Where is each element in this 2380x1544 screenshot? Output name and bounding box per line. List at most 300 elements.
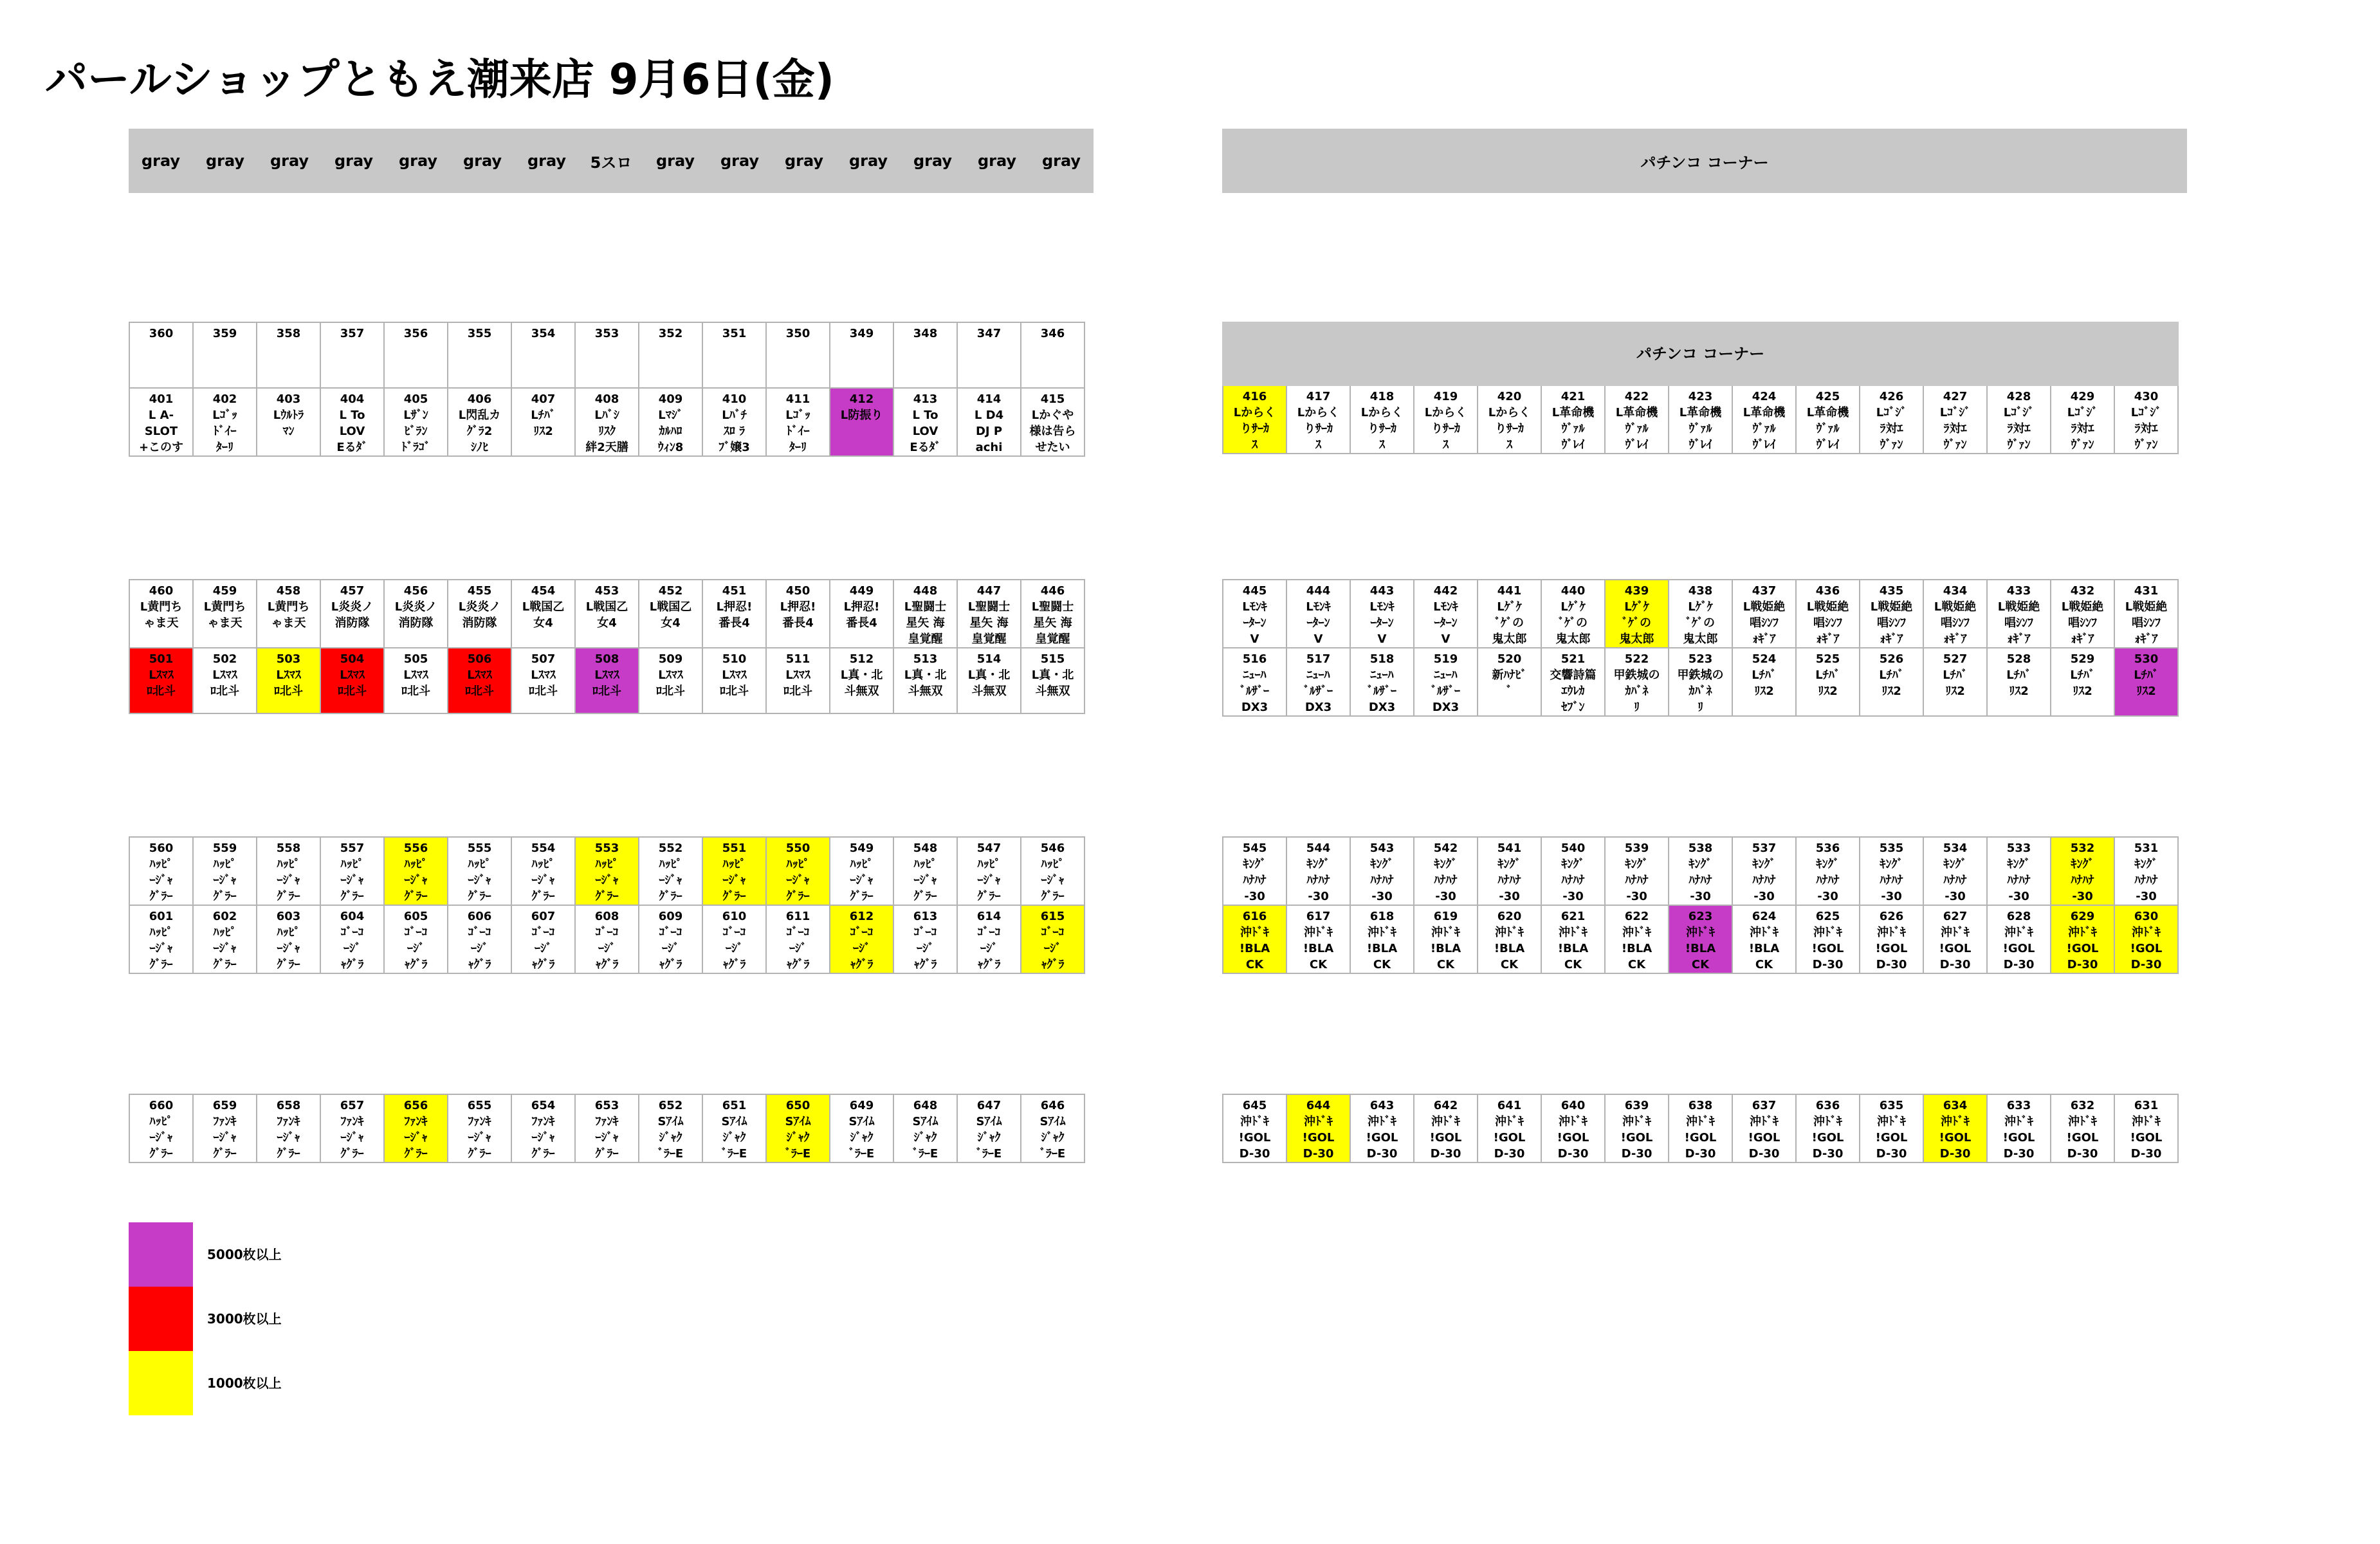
machine-cell[interactable] xyxy=(1923,837,1987,905)
machine-cell[interactable] xyxy=(1732,580,1796,648)
machine-number: 346 xyxy=(1040,327,1065,340)
machine-cell[interactable] xyxy=(957,322,1021,388)
machine-cell[interactable] xyxy=(957,388,1021,456)
machine-name: Lｻﾞﾝ ﾋﾞﾗﾝ ﾄﾞﾗｺﾞ xyxy=(401,409,430,454)
machine-cell[interactable] xyxy=(384,388,448,456)
machine-cell[interactable] xyxy=(893,322,957,388)
machine-cell[interactable] xyxy=(448,322,511,388)
machine-cell[interactable] xyxy=(893,905,957,973)
machine-number: 637 xyxy=(1752,1099,1777,1112)
machine-number: 402 xyxy=(212,392,237,406)
machine-cell[interactable] xyxy=(257,580,320,648)
machine-cell[interactable] xyxy=(1605,1094,1669,1163)
machine-cell[interactable] xyxy=(1541,837,1605,905)
machine-cell[interactable] xyxy=(1021,322,1085,388)
machine-name: L押忍! 番長4 xyxy=(843,600,880,630)
machine-name: ﾆｭｰﾊ ﾞﾙｻﾞｰ DX3 xyxy=(1368,668,1396,714)
machine-name: ﾆｭｰﾊ ﾞﾙｻﾞｰ DX3 xyxy=(1240,668,1269,714)
machine-cell[interactable] xyxy=(1732,905,1796,973)
machine-name: 沖ﾄﾞｷ !GOL D-30 xyxy=(2002,926,2035,971)
machine-cell[interactable] xyxy=(2114,905,2178,973)
machine-cell[interactable] xyxy=(1541,648,1605,716)
machine-name: Lからく りｻｰｶ ｽ xyxy=(1424,406,1467,452)
machine-cell[interactable] xyxy=(1796,580,1860,648)
machine-cell[interactable] xyxy=(1987,905,2051,973)
machine-cell[interactable] xyxy=(1414,385,1478,454)
machine-cell[interactable] xyxy=(448,648,511,713)
machine-number: 516 xyxy=(1242,652,1267,666)
machine-cell[interactable] xyxy=(1478,905,1541,973)
machine-name: ﾌｧﾝｷ ｰｼﾞｬ ｸﾞﾗｰ xyxy=(213,1115,237,1161)
machine-cell[interactable] xyxy=(1021,648,1085,713)
machine-cell[interactable] xyxy=(1223,837,1286,905)
machine-name: Sｱｲﾑ ｼﾞｬｸ ﾞﾗｰE xyxy=(721,1115,747,1161)
machine-cell[interactable] xyxy=(1605,580,1669,648)
machine-cell[interactable] xyxy=(1796,385,1860,454)
machine-cell[interactable] xyxy=(1987,580,2051,648)
zone-header-cell: gray xyxy=(848,152,888,170)
machine-cell[interactable] xyxy=(1414,905,1478,973)
machine-cell[interactable] xyxy=(766,905,830,973)
machine-name: L戦姫絶 唱ｼﾝﾌ ｫｷﾞｱ xyxy=(1806,600,1849,646)
machine-cell[interactable] xyxy=(1732,648,1796,716)
machine-cell[interactable] xyxy=(1541,905,1605,973)
machine-cell[interactable] xyxy=(1796,905,1860,973)
machine-cell[interactable] xyxy=(1669,580,1732,648)
machine-name: ﾊｯﾋﾟ ｰｼﾞｬ ｸﾞﾗｰ xyxy=(595,858,619,903)
machine-cell[interactable] xyxy=(2114,648,2178,716)
machine-cell[interactable] xyxy=(1860,385,1923,454)
machine-cell[interactable] xyxy=(1860,905,1923,973)
machine-cell[interactable] xyxy=(1286,905,1350,973)
machine-cell[interactable] xyxy=(957,648,1021,713)
machine-name: Lﾓﾝｷ ｰﾀｰﾝ V xyxy=(1369,600,1395,646)
machine-name: Lｹﾞｹ ﾞｹﾞの 鬼太郎 xyxy=(1555,600,1591,646)
machine-number: 517 xyxy=(1306,652,1331,666)
machine-cell[interactable] xyxy=(320,837,384,905)
machine-cell[interactable] xyxy=(1669,837,1732,905)
machine-name: Lｹﾞｹ ﾞｹﾞの 鬼太郎 xyxy=(1683,600,1718,646)
machine-cell[interactable] xyxy=(1669,648,1732,716)
machine-cell[interactable] xyxy=(129,837,193,905)
machine-cell[interactable] xyxy=(702,648,766,713)
machine-cell[interactable] xyxy=(1414,1094,1478,1163)
zone-header-cell: gray xyxy=(720,152,760,170)
machine-name: L戦姫絶 唱ｼﾝﾌ ｫｷﾞｱ xyxy=(1870,600,1913,646)
machine-name: 新ﾊﾅﾋﾞ ﾞ xyxy=(1492,668,1527,698)
machine-cell[interactable] xyxy=(702,837,766,905)
machine-cell[interactable] xyxy=(384,837,448,905)
machine-cell[interactable] xyxy=(702,322,766,388)
machine-cell[interactable] xyxy=(1732,837,1796,905)
machine-cell[interactable] xyxy=(129,580,193,648)
machine-number: 539 xyxy=(1624,841,1649,855)
machine-cell[interactable] xyxy=(257,648,320,713)
machine-number: 460 xyxy=(149,584,174,598)
machine-name: ﾆｭｰﾊ ﾞﾙｻﾞｰ DX3 xyxy=(1431,668,1460,714)
machine-cell[interactable] xyxy=(639,388,702,456)
machine-cell[interactable] xyxy=(1796,1094,1860,1163)
machine-number: 554 xyxy=(531,841,556,855)
machine-cell[interactable] xyxy=(1541,385,1605,454)
machine-number: 610 xyxy=(722,910,747,923)
machine-cell[interactable] xyxy=(1605,385,1669,454)
machine-cell[interactable] xyxy=(2051,580,2114,648)
machine-cell[interactable] xyxy=(384,1094,448,1163)
machine-number: 604 xyxy=(340,910,365,923)
machine-cell[interactable] xyxy=(257,1094,320,1163)
machine-number: 622 xyxy=(1624,910,1649,923)
machine-cell[interactable] xyxy=(575,580,639,648)
machine-name: ｺﾞｰｺ ｰｼﾞ ｬｸﾞﾗ xyxy=(404,926,428,971)
machine-row xyxy=(129,648,1085,713)
machine-name: Lﾁﾊﾞ ﾘｽ2 xyxy=(1879,668,1904,698)
machine-number: 627 xyxy=(1943,910,1968,923)
machine-cell[interactable] xyxy=(384,648,448,713)
machine-cell[interactable] xyxy=(1732,1094,1796,1163)
machine-cell[interactable] xyxy=(511,837,575,905)
machine-name: Lﾊﾞｼ ﾘｽｸ 絆2天膳 xyxy=(585,409,628,454)
machine-cell[interactable] xyxy=(384,322,448,388)
machine-cell[interactable] xyxy=(129,322,193,388)
machine-number: 615 xyxy=(1040,910,1065,923)
machine-name: 沖ﾄﾞｷ !GOL D-30 xyxy=(1875,1115,1908,1161)
machine-cell[interactable] xyxy=(320,648,384,713)
machine-cell[interactable] xyxy=(2114,385,2178,454)
legend-label: 3000枚以上 xyxy=(207,1311,282,1327)
machine-cell[interactable] xyxy=(766,322,830,388)
legend-swatch xyxy=(129,1222,193,1287)
machine-cell[interactable] xyxy=(193,1094,257,1163)
machine-cell[interactable] xyxy=(1860,648,1923,716)
machine-cell[interactable] xyxy=(830,837,893,905)
machine-cell[interactable] xyxy=(1605,837,1669,905)
machine-number: 430 xyxy=(2134,390,2159,403)
machine-cell[interactable] xyxy=(1860,837,1923,905)
machine-cell[interactable] xyxy=(448,837,511,905)
machine-number: 454 xyxy=(531,584,556,598)
machine-cell[interactable] xyxy=(384,905,448,973)
machine-cell[interactable] xyxy=(957,580,1021,648)
machine-number: 453 xyxy=(594,584,619,598)
machine-name: Lｺﾞｼﾞ ﾗ対ｴ ｳﾞｧﾝ xyxy=(2003,406,2035,452)
machine-cell[interactable] xyxy=(2114,1094,2178,1163)
machine-cell[interactable] xyxy=(1021,905,1085,973)
machine-cell[interactable] xyxy=(2051,1094,2114,1163)
machine-cell[interactable] xyxy=(320,580,384,648)
machine-number: 544 xyxy=(1306,841,1331,855)
machine-cell[interactable] xyxy=(1923,905,1987,973)
machine-cell[interactable] xyxy=(1223,580,1286,648)
machine-cell[interactable] xyxy=(257,388,320,456)
machine-cell[interactable] xyxy=(1350,580,1414,648)
machine-cell[interactable] xyxy=(1350,385,1414,454)
machine-cell[interactable] xyxy=(1021,837,1085,905)
machine-cell[interactable] xyxy=(320,322,384,388)
machine-name: L真・北 斗無双 xyxy=(840,668,883,698)
machine-number: 532 xyxy=(2070,841,2095,855)
machine-cell[interactable] xyxy=(1414,837,1478,905)
machine-name: L戦国乙 女4 xyxy=(522,600,565,630)
machine-cell[interactable] xyxy=(1478,385,1541,454)
machine-cell[interactable] xyxy=(957,837,1021,905)
machine-cell[interactable] xyxy=(639,905,702,973)
machine-name: L戦国乙 女4 xyxy=(649,600,692,630)
machine-cell[interactable] xyxy=(1223,648,1286,716)
machine-cell[interactable] xyxy=(575,905,639,973)
machine-cell[interactable] xyxy=(1286,837,1350,905)
machine-number: 405 xyxy=(403,392,428,406)
machine-name: 沖ﾄﾞｷ !GOL D-30 xyxy=(1302,1115,1335,1161)
machine-number: 347 xyxy=(976,327,1002,340)
machine-cell[interactable] xyxy=(511,1094,575,1163)
machine-number: 536 xyxy=(1815,841,1840,855)
machine-cell[interactable] xyxy=(1987,1094,2051,1163)
machine-cell[interactable] xyxy=(129,905,193,973)
machine-cell[interactable] xyxy=(2051,385,2114,454)
zone-header-cell: 5スロ xyxy=(590,153,632,172)
machine-row xyxy=(129,1094,1085,1163)
machine-cell[interactable] xyxy=(2114,837,2178,905)
machine-name: L A- SLOT +このす xyxy=(138,409,184,454)
machine-cell[interactable] xyxy=(511,580,575,648)
machine-cell[interactable] xyxy=(639,837,702,905)
machine-cell[interactable] xyxy=(193,322,257,388)
machine-number: 433 xyxy=(2006,584,2031,598)
machine-cell[interactable] xyxy=(1414,580,1478,648)
machine-cell[interactable] xyxy=(766,837,830,905)
machine-cell[interactable] xyxy=(1414,648,1478,716)
machine-cell[interactable] xyxy=(1923,580,1987,648)
machine-cell[interactable] xyxy=(1669,385,1732,454)
machine-cell[interactable] xyxy=(1350,837,1414,905)
machine-cell[interactable] xyxy=(830,648,893,713)
machine-cell[interactable] xyxy=(639,1094,702,1163)
machine-number: 617 xyxy=(1306,910,1331,923)
machine-cell[interactable] xyxy=(702,1094,766,1163)
machine-cell[interactable] xyxy=(893,648,957,713)
machine-cell[interactable] xyxy=(830,905,893,973)
machine-cell[interactable] xyxy=(448,388,511,456)
machine-cell[interactable] xyxy=(957,1094,1021,1163)
machine-number: 624 xyxy=(1752,910,1777,923)
machine-cell[interactable] xyxy=(1223,905,1286,973)
machine-number: 352 xyxy=(658,327,683,340)
machine-number: 452 xyxy=(658,584,683,598)
machine-name: L戦姫絶 唱ｼﾝﾌ ｫｷﾞｱ xyxy=(1743,600,1786,646)
machine-number: 529 xyxy=(2070,652,2095,666)
machine-cell[interactable] xyxy=(448,1094,511,1163)
machine-cell[interactable] xyxy=(448,905,511,973)
machine-cell[interactable] xyxy=(639,648,702,713)
machine-cell[interactable] xyxy=(1796,837,1860,905)
machine-cell[interactable] xyxy=(129,648,193,713)
machine-cell[interactable] xyxy=(1732,385,1796,454)
machine-cell[interactable] xyxy=(1223,385,1286,454)
machine-cell[interactable] xyxy=(1860,1094,1923,1163)
machine-cell[interactable] xyxy=(702,388,766,456)
machine-cell[interactable] xyxy=(193,648,257,713)
machine-cell[interactable] xyxy=(1478,580,1541,648)
machine-cell[interactable] xyxy=(511,322,575,388)
machine-number: 657 xyxy=(340,1099,365,1112)
machine-cell[interactable] xyxy=(957,905,1021,973)
machine-number: 613 xyxy=(913,910,938,923)
machine-cell[interactable] xyxy=(830,322,893,388)
machine-cell[interactable] xyxy=(830,580,893,648)
machine-number: 626 xyxy=(1879,910,1904,923)
machine-number: 416 xyxy=(1242,390,1267,403)
machine-cell[interactable] xyxy=(1021,1094,1085,1163)
machine-cell[interactable] xyxy=(1860,580,1923,648)
machine-cell[interactable] xyxy=(1350,648,1414,716)
machine-cell[interactable] xyxy=(575,648,639,713)
machine-name: ﾌｧﾝｷ ｰｼﾞｬ ｸﾞﾗｰ xyxy=(468,1115,491,1161)
machine-cell[interactable] xyxy=(766,648,830,713)
left-zone-header xyxy=(129,129,1094,193)
machine-number: 533 xyxy=(2006,841,2031,855)
machine-cell[interactable] xyxy=(448,580,511,648)
machine-cell[interactable] xyxy=(1923,385,1987,454)
machine-cell[interactable] xyxy=(1286,580,1350,648)
machine-cell[interactable] xyxy=(1669,905,1732,973)
machine-cell[interactable] xyxy=(1478,1094,1541,1163)
machine-cell[interactable] xyxy=(893,388,957,456)
machine-cell[interactable] xyxy=(830,1094,893,1163)
machine-number: 425 xyxy=(1815,390,1840,403)
machine-cell[interactable] xyxy=(1286,648,1350,716)
machine-cell[interactable] xyxy=(1987,385,2051,454)
machine-number: 605 xyxy=(403,910,428,923)
machine-cell[interactable] xyxy=(1669,1094,1732,1163)
machine-number: 357 xyxy=(340,327,365,340)
machine-cell[interactable] xyxy=(893,837,957,905)
machine-cell[interactable] xyxy=(1286,385,1350,454)
machine-cell[interactable] xyxy=(1021,388,1085,456)
machine-cell[interactable] xyxy=(1478,648,1541,716)
legend-label: 1000枚以上 xyxy=(207,1375,282,1391)
machine-cell[interactable] xyxy=(384,580,448,648)
machine-cell[interactable] xyxy=(193,388,257,456)
machine-cell[interactable] xyxy=(893,580,957,648)
legend-swatch xyxy=(129,1287,193,1351)
machine-cell[interactable] xyxy=(702,905,766,973)
machine-cell[interactable] xyxy=(1350,1094,1414,1163)
machine-cell[interactable] xyxy=(1350,905,1414,973)
machine-cell[interactable] xyxy=(766,388,830,456)
machine-number: 457 xyxy=(340,584,365,598)
machine-cell[interactable] xyxy=(702,580,766,648)
machine-number: 448 xyxy=(913,584,938,598)
machine-number: 638 xyxy=(1688,1099,1713,1112)
machine-cell[interactable] xyxy=(1541,580,1605,648)
machine-name: ｺﾞｰｺ ｰｼﾞ ｬｸﾞﾗ xyxy=(786,926,810,971)
machine-name: ﾊｯﾋﾟ ｰｼﾞｬ ｸﾞﾗｰ xyxy=(277,926,300,971)
machine-name: ﾌｧﾝｷ ｰｼﾞｬ ｸﾞﾗｰ xyxy=(595,1115,619,1161)
machine-name: 沖ﾄﾞｷ !BLA CK xyxy=(1430,926,1461,971)
machine-cell[interactable] xyxy=(1223,1094,1286,1163)
machine-cell[interactable] xyxy=(766,1094,830,1163)
machine-cell[interactable] xyxy=(1605,905,1669,973)
machine-number: 421 xyxy=(1561,390,1586,403)
machine-cell[interactable] xyxy=(1286,1094,1350,1163)
machine-cell[interactable] xyxy=(766,580,830,648)
zone-header-cell: gray xyxy=(462,152,502,170)
machine-cell[interactable] xyxy=(1923,1094,1987,1163)
machine-name: L革命機 ｳﾞｧﾙ ｳﾞﾚｲ xyxy=(1679,406,1722,452)
machine-name: ﾊｯﾋﾟ ｰｼﾞｬ ｸﾞﾗｰ xyxy=(850,858,874,903)
machine-cell[interactable] xyxy=(2114,580,2178,648)
machine-cell[interactable] xyxy=(129,1094,193,1163)
machine-number: 423 xyxy=(1688,390,1713,403)
machine-cell[interactable] xyxy=(2051,648,2114,716)
machine-cell[interactable] xyxy=(257,322,320,388)
machine-cell[interactable] xyxy=(1796,648,1860,716)
machine-cell[interactable] xyxy=(2051,905,2114,973)
machine-cell[interactable] xyxy=(1541,1094,1605,1163)
machine-name: 沖ﾄﾞｷ !BLA CK xyxy=(1557,926,1589,971)
machine-number: 406 xyxy=(467,392,492,406)
machine-cell[interactable] xyxy=(1987,837,2051,905)
machine-cell[interactable] xyxy=(320,1094,384,1163)
machine-cell[interactable] xyxy=(193,905,257,973)
machine-cell[interactable] xyxy=(511,388,575,456)
machine-cell[interactable] xyxy=(1605,648,1669,716)
machine-number: 424 xyxy=(1752,390,1777,403)
machine-cell[interactable] xyxy=(2051,837,2114,905)
machine-cell[interactable] xyxy=(320,905,384,973)
machine-name: L聖闘士 星矢 海 皇覚醒 xyxy=(904,600,947,646)
machine-number: 603 xyxy=(276,910,301,923)
machine-cell[interactable] xyxy=(639,580,702,648)
machine-name: ﾌｧﾝｷ ｰｼﾞｬ ｸﾞﾗｰ xyxy=(277,1115,300,1161)
machine-cell[interactable] xyxy=(193,580,257,648)
machine-name: ｷﾝｸﾞ ﾊﾅﾊﾅ -30 xyxy=(1497,858,1521,903)
machine-name: Lﾁﾊﾞ ﾘｽ2 xyxy=(1752,668,1777,698)
machine-cell[interactable] xyxy=(1478,837,1541,905)
machine-island xyxy=(129,836,1085,974)
machine-cell[interactable] xyxy=(1923,648,1987,716)
machine-cell[interactable] xyxy=(257,837,320,905)
machine-cell[interactable] xyxy=(575,1094,639,1163)
machine-cell[interactable] xyxy=(1987,648,2051,716)
machine-number: 354 xyxy=(531,327,556,340)
machine-cell[interactable] xyxy=(893,1094,957,1163)
machine-name: 沖ﾄﾞｷ !BLA CK xyxy=(1748,926,1780,971)
machine-cell[interactable] xyxy=(575,388,639,456)
machine-number: 608 xyxy=(594,910,619,923)
machine-number: 531 xyxy=(2134,841,2159,855)
machine-cell[interactable] xyxy=(575,837,639,905)
machine-cell[interactable] xyxy=(511,648,575,713)
machine-cell[interactable] xyxy=(129,388,193,456)
machine-cell[interactable] xyxy=(639,322,702,388)
machine-cell[interactable] xyxy=(320,388,384,456)
machine-cell[interactable] xyxy=(193,837,257,905)
machine-cell[interactable] xyxy=(511,905,575,973)
machine-cell[interactable] xyxy=(830,388,893,456)
machine-name: L革命機 ｳﾞｧﾙ ｳﾞﾚｲ xyxy=(1615,406,1658,452)
machine-number: 440 xyxy=(1561,584,1586,598)
machine-name: ｷﾝｸﾞ ﾊﾅﾊﾅ -30 xyxy=(2134,858,2158,903)
machine-cell[interactable] xyxy=(575,322,639,388)
machine-cell[interactable] xyxy=(1021,580,1085,648)
machine-number: 353 xyxy=(594,327,619,340)
machine-cell[interactable] xyxy=(257,905,320,973)
page-title: パールショップともえ潮来店 9月6日(金) xyxy=(45,55,834,104)
machine-number: 630 xyxy=(2134,910,2159,923)
machine-number: 510 xyxy=(722,652,747,666)
